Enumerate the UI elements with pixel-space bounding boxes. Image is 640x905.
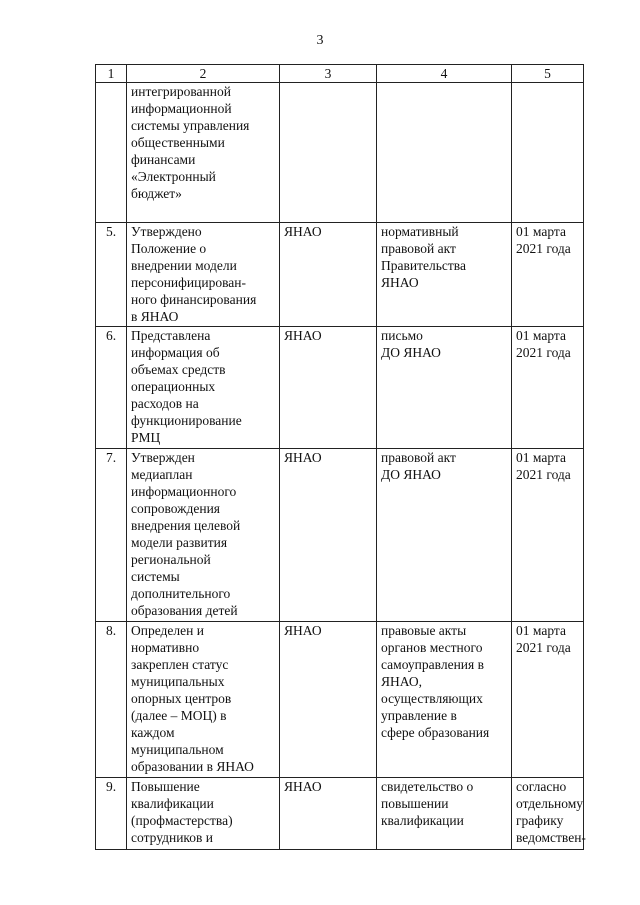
executor-cell: ЯНАО (280, 223, 377, 327)
date-cell: 01 марта 2021 года (512, 449, 584, 622)
event-cell: Утвержден медиаплан информационного сопровождения внедрения целевой модели развития региональной системы дополнительного образования детей (127, 449, 280, 622)
event-cell: Повышение квалификации (профмастерства) сотрудников и (127, 778, 280, 850)
table-row (96, 223, 584, 327)
column-number-2: 2 (127, 65, 280, 83)
page-number: 3 (316, 33, 324, 48)
row-number: 6. (96, 327, 127, 449)
document-cell (377, 83, 512, 223)
document-cell: правовой акт ДО ЯНАО (377, 449, 512, 622)
column-number-3: 3 (280, 65, 377, 83)
event-cell: Представлена информация об объемах средств операционных расходов на функционирование РМЦ (127, 327, 280, 449)
table-row (96, 449, 584, 622)
executor-cell: ЯНАО (280, 327, 377, 449)
date-cell: согласно отдельному графику ведомствен- (512, 778, 584, 850)
event-cell: интегрированной информационной системы управления общественными финансами «Электронный бюджет» (127, 83, 280, 223)
date-cell: 01 марта 2021 года (512, 223, 584, 327)
executor-cell: ЯНАО (280, 778, 377, 850)
row-number: 7. (96, 449, 127, 622)
executor-cell: ЯНАО (280, 622, 377, 778)
row-number: 5. (96, 223, 127, 327)
column-number-1: 1 (96, 65, 127, 83)
date-cell: 01 марта 2021 года (512, 327, 584, 449)
table-header-row (96, 65, 584, 83)
executor-cell: ЯНАО (280, 449, 377, 622)
date-cell: 01 марта 2021 года (512, 622, 584, 778)
table-row (96, 778, 584, 850)
table-row (96, 327, 584, 449)
table-row (96, 83, 584, 223)
row-number: 9. (96, 778, 127, 850)
document-cell: правовые акты органов местного самоуправления в ЯНАО, осуществляющих управление в сфере образования (377, 622, 512, 778)
document-cell: письмо ДО ЯНАО (377, 327, 512, 449)
plan-table (95, 64, 584, 850)
row-number: 8. (96, 622, 127, 778)
table-row (96, 622, 584, 778)
row-number (96, 83, 127, 223)
document-cell: нормативный правовой акт Правительства ЯНАО (377, 223, 512, 327)
document-cell: свидетельство о повышении квалификации (377, 778, 512, 850)
executor-cell (280, 83, 377, 223)
column-number-4: 4 (377, 65, 512, 83)
column-number-5: 5 (512, 65, 584, 83)
event-cell: Утверждено Положение о внедрении модели персонифицирован- ного финансирования в ЯНАО (127, 223, 280, 327)
event-cell: Определен и нормативно закреплен статус муниципальных опорных центров (далее – МОЦ) в каждом муниципальном образовании в ЯНАО (127, 622, 280, 778)
date-cell (512, 83, 584, 223)
